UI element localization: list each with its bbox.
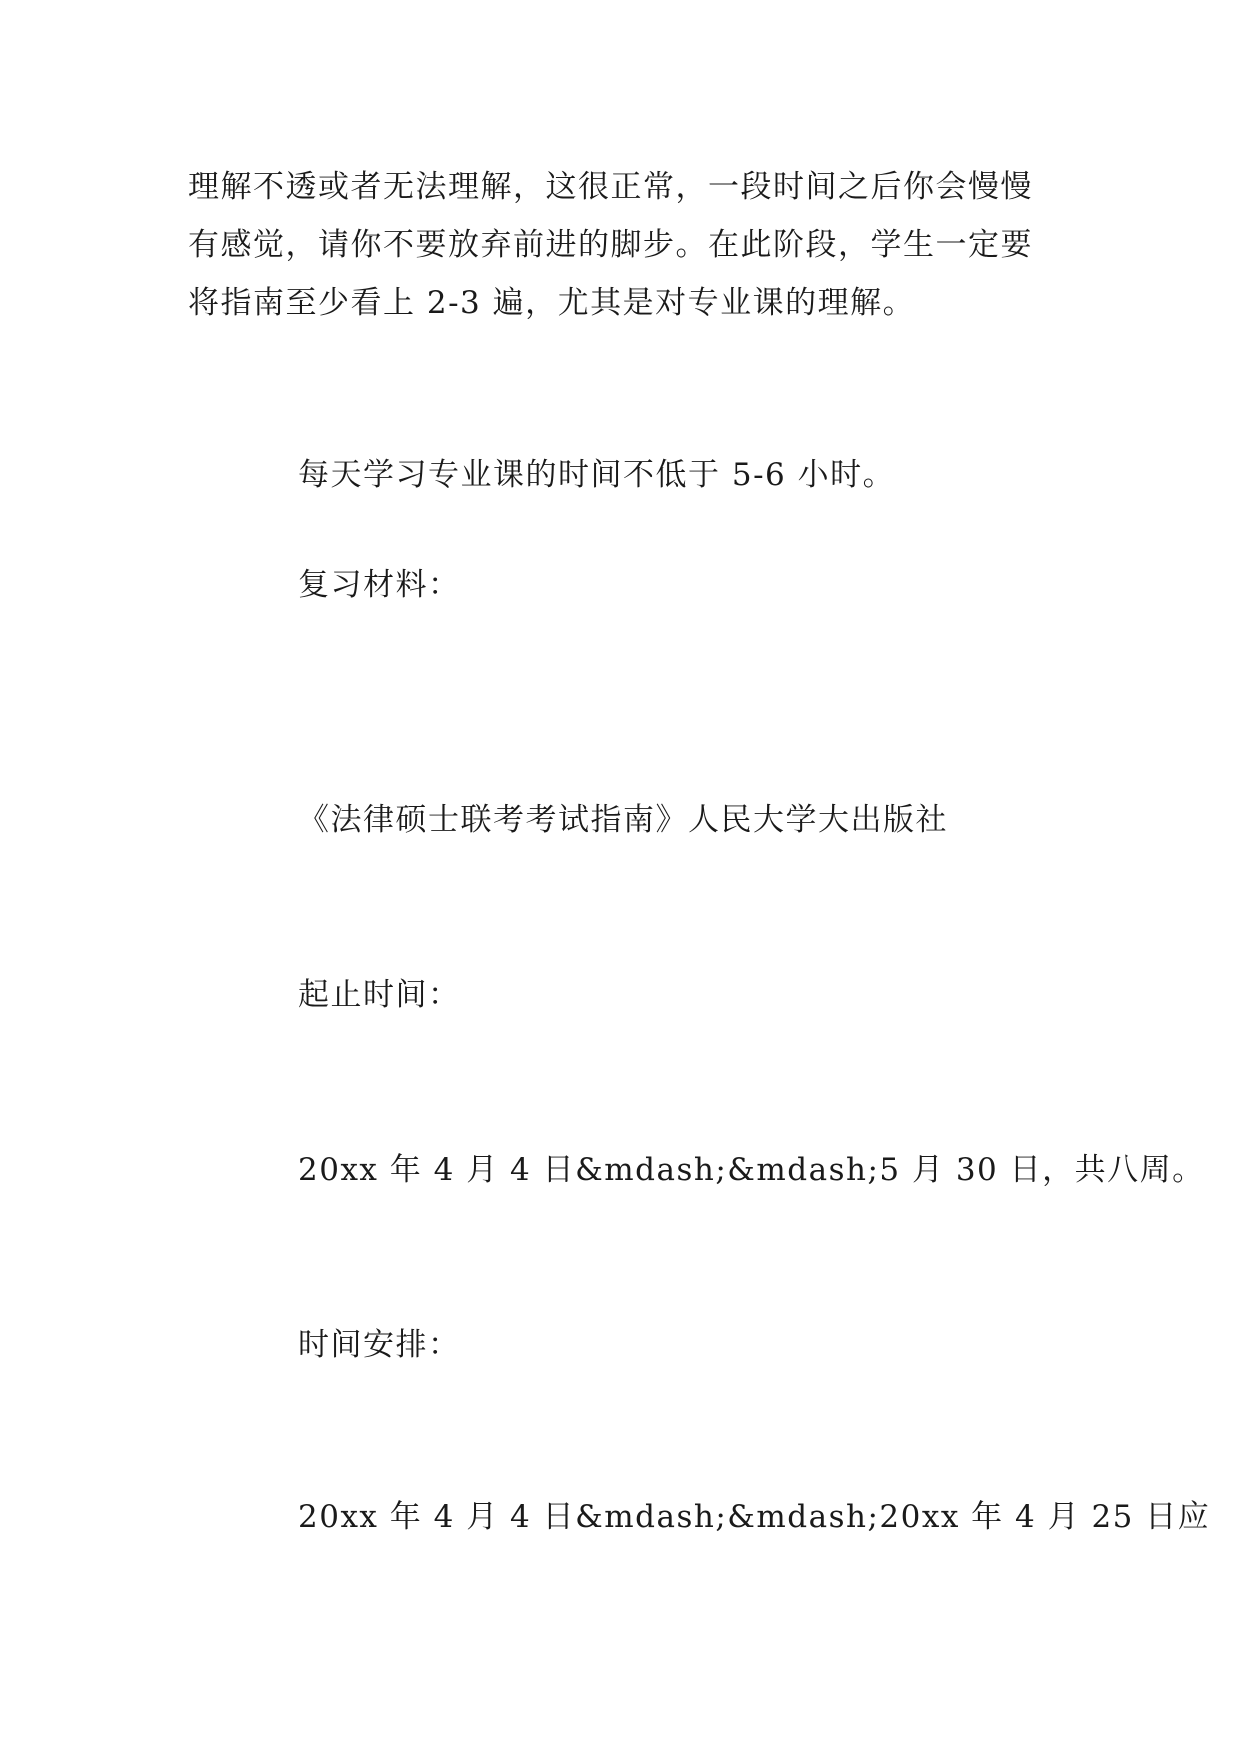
period-heading: 起止时间： [298,977,461,1013]
intro-paragraph [188,158,1068,332]
daily-study-time-text: 每天学习专业课的时间不低于 5-6 小时。 [298,457,896,493]
schedule-heading: 时间安排： [298,1327,461,1363]
intro-line: 有感觉，请你不要放弃前进的脚步。在此阶段，学生一定要 [188,227,1033,263]
period-value: 20xx 年 4 月 4 日&mdash;&mdash;5 月 30 日，共八周。 [298,1152,1205,1188]
materials-book-title: 《法律硕士联考考试指南》人民大学大出版社 [298,802,948,838]
intro-line: 将指南至少看上 2-3 遍，尤其是对专业课的理解。 [188,285,916,321]
intro-line: 理解不透或者无法理解，这很正常，一段时间之后你会慢慢 [188,169,1033,205]
schedule-line: 20xx 年 4 月 4 日&mdash;&mdash;20xx 年 4 月 25 日应 [298,1499,1211,1535]
materials-heading: 复习材料： [298,567,461,603]
